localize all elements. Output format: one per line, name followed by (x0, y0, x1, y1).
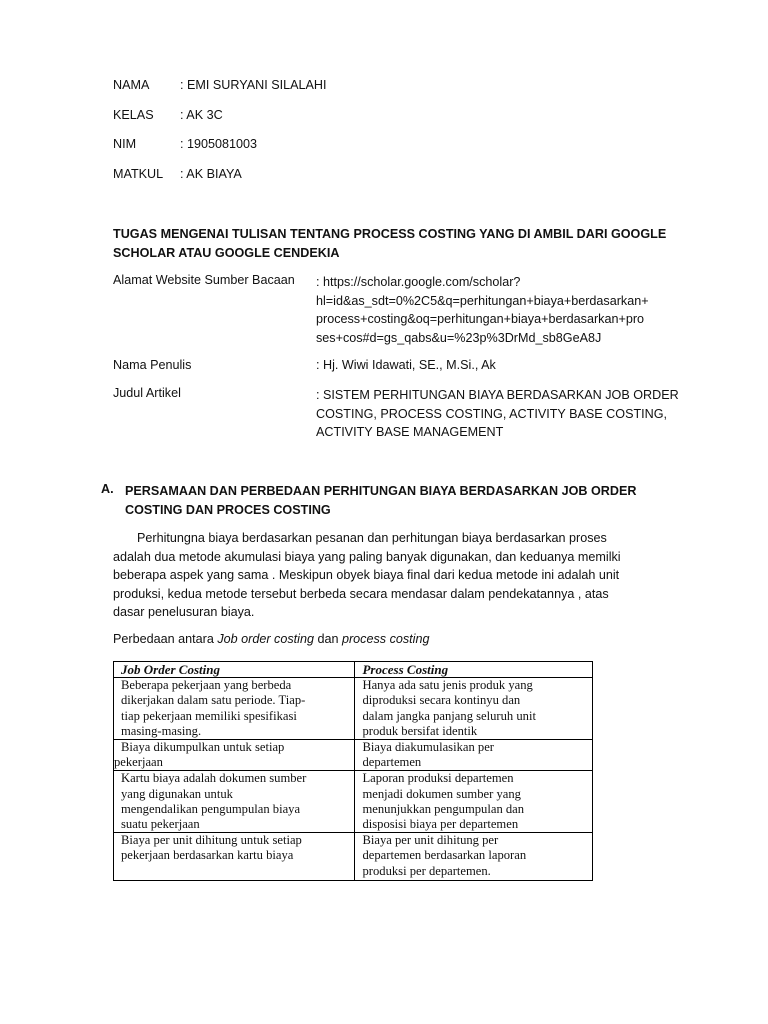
section-a-heading-line: PERSAMAAN DAN PERBEDAAN PERHITUNGAN BIAYA BERDASARKAN JOB ORDER (125, 484, 637, 498)
matkul-label: MATKUL (113, 167, 164, 181)
cell-line: diproduksi secara kontinyu dan (362, 693, 521, 708)
article-line: ACTIVITY BASE MANAGEMENT (316, 425, 504, 439)
paragraph-line: beberapa aspek yang sama . Meskipun obyek biaya final dari kedua metode ini adalah unit (113, 568, 620, 582)
article-line: : SISTEM PERHITUNGAN BIAYA BERDASARKAN JOB ORDER (316, 388, 679, 402)
cell-line: disposisi biaya per departemen (362, 817, 519, 832)
table-row (114, 833, 593, 881)
nim-label: NIM (113, 137, 137, 151)
cell-line: dalam jangka panjang seluruh unit (362, 708, 536, 723)
matkul-value: : AK BIAYA (180, 167, 242, 181)
cell-line: produksi per departemen. (362, 863, 491, 878)
task-title (113, 225, 666, 262)
nim-value: : 1905081003 (180, 137, 258, 151)
article-title (316, 386, 679, 442)
cell-line: Laporan produksi departemen (362, 771, 514, 786)
caption-mid: dan (313, 632, 342, 646)
nama-value: : EMI SURYANI SILALAHI (180, 78, 327, 92)
table-row (114, 678, 593, 740)
table-row (114, 771, 593, 833)
cell-line: Hanya ada satu jenis produk yang (362, 678, 533, 693)
paragraph-line: adalah dua metode akumulasi biaya yang paling banyak digunakan, dan keduanya memilki (113, 549, 621, 564)
header-process-costing: Process Costing (355, 662, 593, 678)
table-cell (355, 833, 593, 881)
nama-label: NAMA (113, 78, 150, 92)
cell-line: produk bersifat identik (362, 723, 478, 738)
task-title-line: SCHOLAR ATAU GOOGLE CENDEKIA (113, 245, 340, 260)
table-row (114, 740, 593, 771)
comparison-caption (113, 632, 429, 646)
cell-line: pekerjaan berdasarkan kartu biaya (121, 848, 294, 863)
paragraph-line: produksi, kedua metode tersebut berbeda secara mendasar dalam pendekatannya , atas (113, 586, 609, 601)
cell-line: yang digunakan untuk (121, 786, 233, 801)
author-label: Nama Penulis (113, 358, 192, 372)
section-a-heading (125, 482, 637, 519)
table-cell (355, 771, 593, 833)
cell-line: masing-masing. (121, 723, 202, 738)
website-line: : https://scholar.google.com/scholar? (316, 275, 521, 289)
caption-prefix: Perbedaan antara (113, 632, 218, 646)
website-label: Alamat Website Sumber Bacaan (113, 273, 295, 287)
comparison-table (113, 661, 593, 881)
cell-line: pekerjaan (114, 755, 163, 770)
cell-line: Beberapa pekerjaan yang berbeda (121, 678, 292, 693)
cell-line: Biaya diakumulasikan per (362, 740, 494, 755)
kelas-value: : AK 3C (180, 108, 223, 122)
table-cell (355, 740, 593, 771)
header-job-order-costing: Job Order Costing (114, 662, 355, 678)
table-cell (114, 833, 355, 881)
cell-line: dikerjakan dalam satu periode. Tiap- (121, 693, 306, 708)
cell-line: mengendalikan pengumpulan biaya (121, 801, 301, 816)
author-value: : Hj. Wiwi Idawati, SE., M.Si., Ak (316, 358, 496, 372)
cell-line: Biaya per unit dihitung per (362, 833, 499, 848)
section-a-paragraph (113, 529, 673, 622)
article-line: COSTING, PROCESS COSTING, ACTIVITY BASE COSTING, (316, 406, 668, 421)
cell-line: Biaya dikumpulkan untuk setiap (121, 740, 285, 755)
table-cell (114, 678, 355, 740)
article-label: Judul Artikel (113, 386, 181, 400)
caption-term-process: process costing (341, 632, 430, 646)
website-value (316, 273, 649, 347)
cell-line: departemen berdasarkan laporan (362, 848, 527, 863)
table-header-row (114, 662, 593, 678)
website-line: ses+cos#d=gs_qabs&u=%23p%3DrMd_sb8GeA8J (316, 330, 602, 345)
table-cell (114, 740, 355, 771)
cell-line: menunjukkan pengumpulan dan (362, 801, 525, 816)
section-a-marker: A. (101, 482, 114, 496)
cell-line: Biaya per unit dihitung untuk setiap (121, 833, 302, 848)
website-line: process+costing&oq=perhitungan+biaya+berdasarkan+pro (316, 312, 645, 326)
kelas-label: KELAS (113, 108, 154, 122)
table-cell (114, 771, 355, 833)
table-cell (355, 678, 593, 740)
caption-term-job-order: Job order costing (217, 632, 314, 646)
section-a-heading-line: COSTING DAN PROCES COSTING (125, 502, 331, 517)
cell-line: tiap pekerjaan memiliki spesifikasi (121, 708, 297, 723)
paragraph-line: Perhitungna biaya berdasarkan pesanan dan perhitungan biaya berdasarkan proses (137, 531, 607, 545)
paragraph-line: dasar penelusuran biaya. (113, 605, 255, 619)
cell-line: Kartu biaya adalah dokumen sumber (121, 771, 307, 786)
task-title-line: TUGAS MENGENAI TULISAN TENTANG PROCESS COSTING YANG DI AMBIL DARI GOOGLE (113, 227, 667, 241)
cell-line: departemen (362, 755, 422, 770)
website-line: hl=id&as_sdt=0%2C5&q=perhitungan+biaya+berdasarkan+ (316, 293, 649, 308)
cell-line: suatu pekerjaan (121, 817, 200, 832)
cell-line: menjadi dokumen sumber yang (362, 786, 521, 801)
